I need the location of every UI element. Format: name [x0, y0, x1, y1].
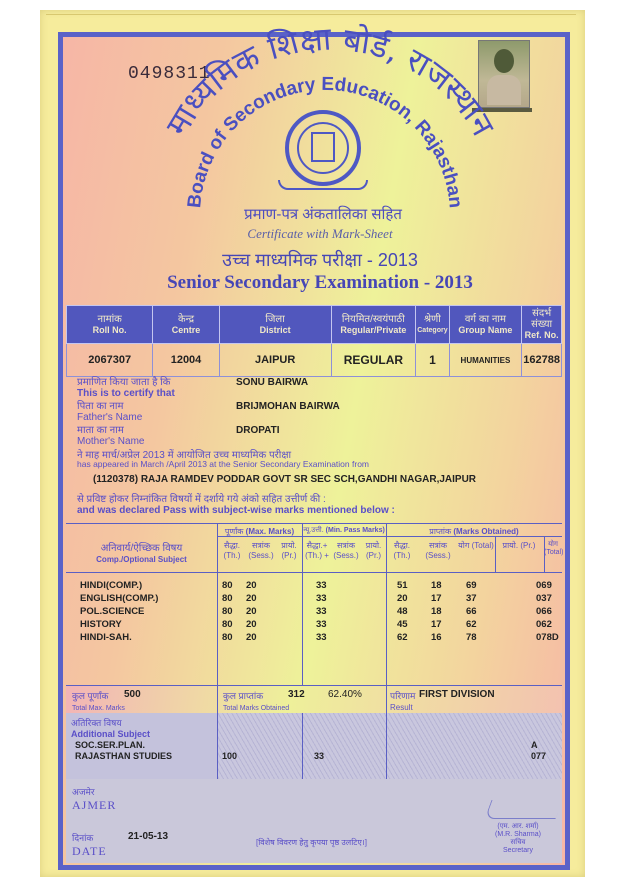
appeared-english: has appeared in March /April 2013 at the Senior Secondary Examination from [77, 459, 369, 469]
result-value: FIRST DIVISION [419, 689, 495, 700]
header-district: जिला District [219, 306, 331, 344]
category-value: 1 [416, 344, 449, 377]
additional-subject-section [66, 713, 562, 780]
min-sess-header: सत्रांक (Sess.) [333, 541, 359, 560]
obt-th-header: सैद्धा. (Th.) [393, 541, 411, 560]
ref-no-value: 162788 [522, 344, 562, 377]
appeared-hindi: ने माह मार्च/अप्रेल 2013 में आयोजित उच्च माध्यमिक परीक्षा [77, 450, 292, 461]
divider [217, 713, 218, 779]
max-theory: 80 [222, 632, 233, 643]
obtained-theory: 51 [397, 580, 408, 591]
subject-name: HINDI(COMP.) [80, 580, 143, 591]
divider [302, 713, 303, 779]
subject-name: HINDI-SAH. [80, 632, 132, 643]
grand-total: 078D [536, 632, 559, 643]
max-theory: 80 [222, 593, 233, 604]
obtained-theory: 20 [397, 593, 408, 604]
total-max-value: 500 [124, 689, 141, 700]
subject-name: HISTORY [80, 619, 122, 630]
max-sess-header: सत्रांक (Sess.) [248, 541, 274, 560]
min-pass: 33 [316, 606, 327, 617]
obtained-total: 66 [466, 606, 477, 617]
percentage-value: 62.40% [328, 689, 362, 700]
candidate-name: SONU BAIRWA [236, 377, 309, 388]
regular-private-value: REGULAR [331, 344, 416, 377]
turn-over-note: [विशेष विवरण हेतु कृपया पृष्ठ उलटिए।] [256, 838, 367, 847]
obtained-total: 62 [466, 619, 477, 630]
divider [386, 713, 387, 779]
obt-sess-header: सत्रांक (Sess.) [425, 541, 451, 560]
obt-total-header: योग (Total) [458, 541, 494, 550]
additional-grade: A [531, 740, 538, 750]
header-ref-no: संदर्भ संख्या Ref. No. [522, 306, 562, 344]
additional-subject-line2: RAJASTHAN STUDIES [75, 751, 173, 761]
candidate-info-table [66, 305, 562, 377]
grand-total: 037 [536, 593, 552, 604]
max-sessional: 20 [246, 593, 257, 604]
additional-subject-line1: SOC.SER.PLAN. [75, 740, 146, 750]
board-name-english: Board of Secondary Education, Rajasthan [184, 73, 466, 209]
additional-marks: 077 [531, 751, 547, 761]
max-sessional: 20 [246, 580, 257, 591]
date-label: दिनांक DATE [72, 833, 107, 858]
secretary-signature [485, 800, 563, 819]
place-label: अजमेर AJMER [72, 787, 117, 812]
board-name-hindi: माध्यमिक शिक्षा बोर्ड, राजस्थान [157, 19, 503, 143]
document-type-hindi: प्रमाण-पत्र अंकतालिका सहित [244, 206, 402, 223]
subject-name: POL.SCIENCE [80, 606, 145, 617]
school-name: (1120378) RAJA RAMDEV PODDAR GOVT SR SEC SCH,GANDHI NAGAR,JAIPUR [93, 474, 477, 485]
certify-label: प्रमाणित किया जाता है कि This is to certify that [77, 377, 175, 399]
header-regular-private: नियमित/स्वयंपाठी Regular/Private [331, 306, 416, 344]
max-sessional: 20 [246, 619, 257, 630]
date-value: 21-05-13 [128, 831, 169, 842]
obtained-sessional: 16 [431, 632, 442, 643]
district-value: JAIPUR [219, 344, 331, 377]
marks-table [66, 523, 562, 686]
min-marks-header: न्यू.उत्ती. (Min. Pass Marks) [303, 527, 385, 534]
signatory-block: (एम. आर. शर्मा) (M.R. Sharma) सचिव Secretary [495, 823, 541, 854]
obtained-theory: 62 [397, 632, 408, 643]
header-group-name: वर्ग का नाम Group Name [449, 306, 522, 344]
obtained-sessional: 17 [431, 593, 442, 604]
divider [66, 572, 562, 573]
serial-number: 0498311 [128, 64, 211, 84]
roll-no-value: 2067307 [67, 344, 153, 377]
father-name-label: पिता का नाम Father's Name [77, 401, 143, 423]
min-pass: 33 [316, 619, 327, 630]
seal-tower-icon [311, 132, 335, 162]
grand-total: 069 [536, 580, 552, 591]
max-theory: 80 [222, 619, 233, 630]
total-obtained-label: कुल प्राप्तांक Total Marks Obtained [223, 691, 290, 712]
obtained-sessional: 18 [431, 606, 442, 617]
marks-obtained-header: प्राप्तांक (Marks Obtained) [429, 527, 519, 536]
obtained-sessional: 17 [431, 619, 442, 630]
grand-total-header: योग (Total) [544, 541, 564, 556]
mother-name-label: माता का नाम Mother's Name [77, 425, 145, 447]
obtained-theory: 45 [397, 619, 408, 630]
obtained-total: 69 [466, 580, 477, 591]
min-pr-header: प्रायो. (Pr.) [365, 541, 382, 560]
exam-name-hindi: उच्च माध्यमिक परीक्षा - 2013 [222, 250, 418, 270]
totals-row [66, 685, 562, 715]
divider [386, 686, 387, 714]
total-obtained-value: 312 [288, 689, 305, 700]
max-marks-header: पूर्णांक (Max. Marks) [224, 527, 295, 536]
footer-section [66, 779, 562, 863]
min-th-header: सैद्धा.+ (Th.) + [305, 541, 329, 560]
board-seal-logo [285, 110, 361, 186]
min-pass: 33 [316, 593, 327, 604]
grand-total: 066 [536, 606, 552, 617]
subject-header: अनिवार्य/ऐच्छिक विषय Comp./Optional Subject [96, 543, 187, 564]
group-name-value: HUMANITIES [449, 344, 522, 377]
total-max-label: कुल पूर्णांक Total Max. Marks [72, 691, 125, 712]
min-pass: 33 [316, 632, 327, 643]
obtained-total: 78 [466, 632, 477, 643]
min-pass: 33 [316, 580, 327, 591]
centre-value: 12004 [153, 344, 219, 377]
declaration: से प्रविष्ट होकर निम्नांकित विषयों में दर्शाये गये अंको सहित उत्तीर्ण की : and was declared Pass with subject-wise marks mentioned below : [77, 494, 395, 516]
obtained-theory: 48 [397, 606, 408, 617]
obtained-sessional: 18 [431, 580, 442, 591]
result-label: परिणाम Result [390, 691, 416, 712]
grand-total: 062 [536, 619, 552, 630]
document-type-english: Certificate with Mark-Sheet [247, 226, 393, 241]
max-sessional: 20 [246, 632, 257, 643]
father-name-value: BRIJMOHAN BAIRWA [236, 401, 340, 412]
seal-ribbon [278, 180, 368, 190]
subject-name: ENGLISH(COMP.) [80, 593, 159, 604]
divider [217, 686, 218, 714]
header-centre: केन्द्र Centre [153, 306, 219, 344]
mother-name-value: DROPATI [236, 425, 280, 436]
obt-pr-header: प्रायो. (Pr.) [502, 541, 536, 550]
header-roll-no: नामांक Roll No. [67, 306, 153, 344]
max-pr-header: प्रायो. (Pr.) [281, 541, 297, 560]
additional-min-marks: 33 [314, 751, 325, 761]
header-category: श्रेणी Category [416, 306, 449, 344]
max-theory: 80 [222, 580, 233, 591]
additional-max-marks: 100 [222, 751, 238, 761]
obtained-total: 37 [466, 593, 477, 604]
additional-subject-label: अतिरिक्त विषय Additional Subject [71, 718, 151, 739]
exam-name-english: Senior Secondary Examination - 2013 [167, 272, 473, 293]
max-theory: 80 [222, 606, 233, 617]
max-sessional: 20 [246, 606, 257, 617]
max-th-header: सैद्धा. (Th.) [223, 541, 241, 560]
